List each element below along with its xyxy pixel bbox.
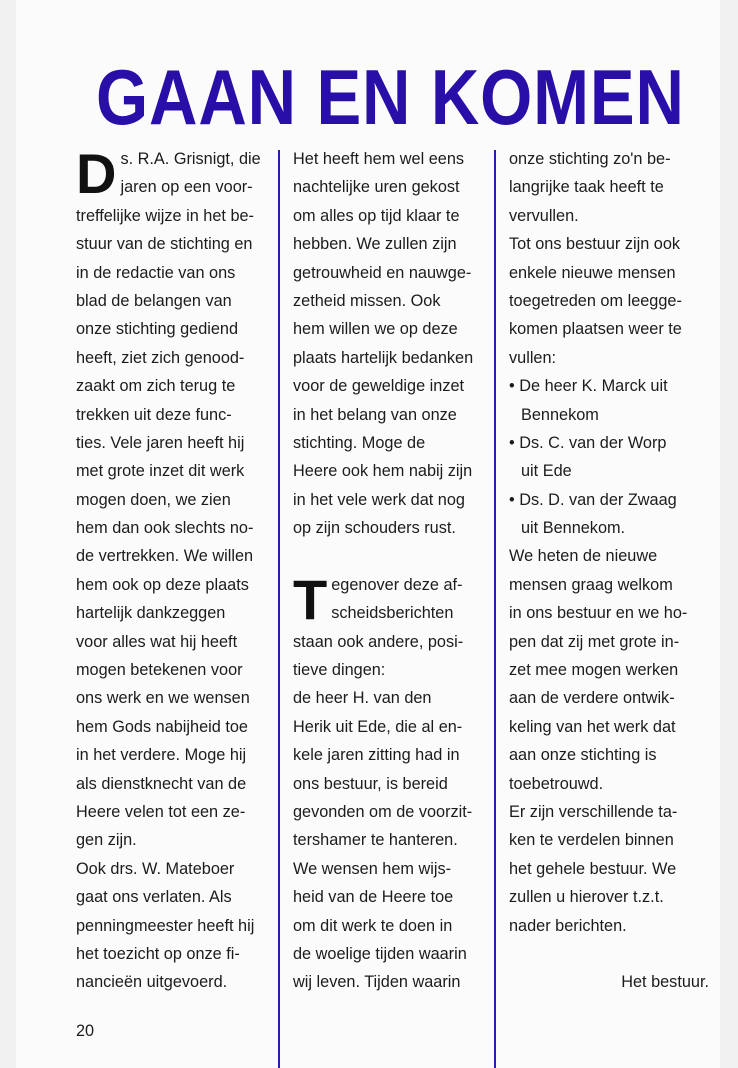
text-line: ken te verdelen binnen bbox=[509, 831, 674, 850]
page-title: GAAN EN KOMEN bbox=[96, 53, 685, 141]
text-line: het toezicht op onze fi- bbox=[76, 944, 240, 963]
text-line: scheidsberichten bbox=[331, 604, 454, 623]
text-line: in het verdere. Moge hij bbox=[76, 746, 247, 765]
text-line: egenover deze af- bbox=[331, 575, 463, 594]
bullet-item-continuation: uit Ede bbox=[521, 462, 572, 481]
column-divider-1 bbox=[278, 150, 280, 1068]
text-line: s. R.A. Grisnigt, die bbox=[120, 150, 261, 168]
text-line: Ook drs. W. Mateboer bbox=[76, 859, 235, 878]
text-line: mogen betekenen voor bbox=[76, 661, 243, 680]
text-line: Heere velen tot een ze- bbox=[76, 803, 246, 821]
text-line: getrouwheid en nauwge- bbox=[293, 263, 472, 282]
text-line: voor de geweldige inzet bbox=[293, 377, 465, 396]
text-line: Tot ons bestuur zijn ook bbox=[509, 235, 681, 254]
text-line: wij leven. Tijden waarin bbox=[293, 973, 461, 992]
text-line: hem ook op deze plaats bbox=[76, 575, 249, 594]
text-line: Heere ook hem nabij zijn bbox=[293, 462, 473, 481]
dropcap-paragraph-start bbox=[293, 567, 491, 631]
text-line: als dienstknecht van de bbox=[76, 774, 247, 793]
dropcap-paragraph-start bbox=[76, 142, 274, 205]
text-line: zaakt om zich terug te bbox=[76, 377, 236, 396]
page-number: 20 bbox=[76, 1022, 95, 1040]
text-line: plaats hartelijk bedanken bbox=[293, 348, 474, 367]
text-line: komen plaatsen weer te bbox=[509, 320, 682, 339]
text-line: zetheid missen. Ook bbox=[293, 291, 441, 310]
text-line: pen dat zij met grote in- bbox=[509, 632, 680, 651]
column-3 bbox=[509, 145, 709, 997]
bullet-item-continuation: uit Bennekom. bbox=[521, 519, 626, 538]
text-line: gaat ons verlaten. Als bbox=[76, 888, 232, 907]
text-line: Herik uit Ede, die al en- bbox=[293, 717, 463, 736]
text-line: om alles op tijd klaar te bbox=[293, 206, 460, 225]
text-line: Er zijn verschillende ta- bbox=[509, 802, 678, 821]
text-line: langrijke taak heeft te bbox=[509, 178, 664, 197]
text-line: aan onze stichting is bbox=[509, 746, 657, 765]
text-line: gen zijn. bbox=[76, 831, 137, 850]
text-line: voor alles wat hij heeft bbox=[76, 632, 238, 651]
text-line: vervullen. bbox=[509, 206, 579, 225]
signature: Het bestuur. bbox=[621, 973, 709, 992]
text-line: blad de belangen van bbox=[76, 291, 232, 310]
text-line: in het vele werk dat nog bbox=[293, 490, 465, 509]
text-line: nader berichten. bbox=[509, 916, 627, 935]
text-line: keling van het werk dat bbox=[509, 717, 676, 736]
text-line: We heten de nieuwe bbox=[509, 547, 658, 566]
column-1 bbox=[76, 142, 274, 997]
text-line: enkele nieuwe mensen bbox=[509, 263, 676, 282]
text-line: zet mee mogen werken bbox=[509, 661, 679, 680]
bullet-item-continuation: Bennekom bbox=[521, 405, 599, 424]
text-line: ons bestuur, is bereid bbox=[293, 774, 448, 793]
text-line: treffelijke wijze in het be- bbox=[76, 206, 254, 225]
text-line: de heer H. van den bbox=[293, 689, 432, 708]
text-line: in ons bestuur en we ho- bbox=[509, 604, 688, 623]
text-line: ons werk en we wensen bbox=[76, 689, 250, 708]
bullet-item: • Ds. C. van der Worp bbox=[509, 433, 667, 452]
text-line: tieve dingen: bbox=[293, 661, 386, 680]
text-line: mogen doen, we zien bbox=[76, 490, 231, 509]
text-line: zullen u hierover t.z.t. bbox=[509, 888, 664, 907]
text-line: toebetrouwd. bbox=[509, 774, 604, 793]
dropcap-letter: T bbox=[293, 567, 328, 631]
text-line: ties. Vele jaren heeft hij bbox=[76, 433, 245, 452]
text-line: stichting. Moge de bbox=[293, 433, 426, 452]
text-line: heid van de Heere toe bbox=[293, 888, 454, 907]
text-line: onze stichting zo'n be- bbox=[509, 150, 671, 168]
text-line: de woelige tijden waarin bbox=[293, 944, 467, 963]
text-line: heeft, ziet zich genood- bbox=[76, 348, 245, 367]
text-line: trekken uit deze func- bbox=[76, 405, 232, 424]
text-line: hartelijk dankzeggen bbox=[76, 604, 226, 623]
text-line: hem dan ook slechts no- bbox=[76, 519, 254, 538]
text-line: penningmeester heeft hij bbox=[76, 916, 255, 935]
text-line: om dit werk te doen in bbox=[293, 916, 453, 935]
text-line: vullen: bbox=[509, 348, 557, 367]
paragraph-gap bbox=[293, 542, 491, 570]
text-line: in de redactie van ons bbox=[76, 263, 236, 282]
text-line: Het heeft hem wel eens bbox=[293, 150, 465, 168]
column-divider-2 bbox=[494, 150, 496, 1068]
text-line: hem Gods nabijheid toe bbox=[76, 717, 248, 736]
text-line: stuur van de stichting en bbox=[76, 235, 253, 254]
text-line: gevonden om de voorzit- bbox=[293, 803, 473, 821]
column-2 bbox=[293, 145, 491, 997]
text-line: tershamer te hanteren. bbox=[293, 831, 458, 850]
text-line: staan ook andere, posi- bbox=[293, 632, 464, 651]
text-line: op zijn schouders rust. bbox=[293, 519, 456, 538]
dropcap-letter: D bbox=[76, 142, 117, 205]
bullet-text: Ds. D. van der Zwaag bbox=[519, 490, 677, 509]
text-line: aan de verdere ontwik- bbox=[509, 689, 675, 708]
text-line: in het belang van onze bbox=[293, 405, 457, 424]
text-line: met grote inzet dit werk bbox=[76, 462, 245, 481]
text-line: hem willen we op deze bbox=[293, 320, 458, 339]
text-line: We wensen hem wijs- bbox=[293, 859, 452, 878]
text-line: toegetreden om leegge- bbox=[509, 291, 682, 310]
text-line: onze stichting gediend bbox=[76, 320, 239, 339]
text-line: mensen graag welkom bbox=[509, 575, 673, 594]
text-line: jaren op een voor- bbox=[120, 178, 253, 197]
bullet-text: De heer K. Marck uit bbox=[519, 377, 668, 396]
text-line: het gehele bestuur. We bbox=[509, 859, 677, 878]
paragraph-gap bbox=[509, 940, 709, 968]
text-line: hebben. We zullen zijn bbox=[293, 235, 457, 254]
text-line: nachtelijke uren gekost bbox=[293, 178, 460, 197]
text-line: nancieën uitgevoerd. bbox=[76, 973, 228, 992]
bullet-item: • De heer K. Marck uit bbox=[509, 377, 668, 396]
text-line: kele jaren zitting had in bbox=[293, 746, 460, 765]
bullet-text: Ds. C. van der Worp bbox=[519, 433, 667, 452]
bullet-item: • Ds. D. van der Zwaag bbox=[509, 490, 677, 509]
text-line: de vertrekken. We willen bbox=[76, 547, 254, 566]
